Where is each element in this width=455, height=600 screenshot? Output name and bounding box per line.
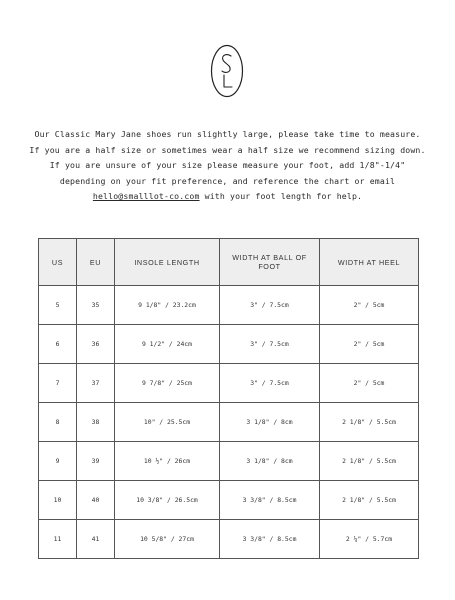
intro-line-2: If you are a half size or sometimes wear a half size we recommend sizing down. xyxy=(29,144,426,155)
cell-eu: 35 xyxy=(77,286,115,325)
cell-heel: 2" / 5cm xyxy=(320,325,419,364)
cell-heel: 2 1/8" / 5.5cm xyxy=(320,442,419,481)
table-row xyxy=(39,442,419,481)
intro-line-4: depending on your fit preference, and reference the chart or email xyxy=(59,175,396,186)
cell-ball: 3 1/8" / 8cm xyxy=(220,403,320,442)
cell-ball: 3" / 7.5cm xyxy=(220,325,320,364)
cell-heel: 2" / 5cm xyxy=(320,364,419,403)
cell-ball: 3" / 7.5cm xyxy=(220,286,320,325)
size-chart-table xyxy=(38,238,419,559)
cell-insole: 10 ½" / 26cm xyxy=(115,442,220,481)
logo-svg xyxy=(210,44,244,98)
header-width-ball: WIDTH AT BALL OF FOOT xyxy=(220,239,320,286)
cell-ball: 3" / 7.5cm xyxy=(220,364,320,403)
table-row xyxy=(39,520,419,559)
cell-insole: 10 3/8" / 26.5cm xyxy=(115,481,220,520)
cell-insole: 10" / 25.5cm xyxy=(115,403,220,442)
header-eu: EU xyxy=(77,239,115,286)
cell-us: 10 xyxy=(39,481,77,520)
header-us: US xyxy=(39,239,77,286)
intro-line-5 xyxy=(20,189,435,205)
cell-eu: 39 xyxy=(77,442,115,481)
sizing-intro xyxy=(20,127,435,205)
cell-eu: 38 xyxy=(77,403,115,442)
cell-eu: 41 xyxy=(77,520,115,559)
table-header-row xyxy=(39,239,419,286)
cell-eu: 36 xyxy=(77,325,115,364)
cell-eu: 37 xyxy=(77,364,115,403)
sl-monogram-oval-icon xyxy=(210,44,244,98)
cell-us: 5 xyxy=(39,286,77,325)
intro-line-3: If you are unsure of your size please measure your foot, add 1/8"-1/4" xyxy=(49,160,406,170)
cell-insole: 9 1/2" / 24cm xyxy=(115,325,220,364)
table-row xyxy=(39,286,419,325)
header-width-heel: WIDTH AT HEEL xyxy=(320,239,419,286)
cell-ball: 3 3/8" / 8.5cm xyxy=(220,481,320,520)
table-row xyxy=(39,403,419,442)
cell-heel: 2 1/8" / 5.5cm xyxy=(320,403,419,442)
table-row xyxy=(39,481,419,520)
cell-insole: 10 5/8" / 27cm xyxy=(115,520,220,559)
email-link[interactable]: hello@smalllot-co.com xyxy=(92,191,200,201)
cell-ball: 3 3/8" / 8.5cm xyxy=(220,520,320,559)
cell-eu: 40 xyxy=(77,481,115,520)
cell-us: 11 xyxy=(39,520,77,559)
table-row xyxy=(39,364,419,403)
header-insole-length: INSOLE LENGTH xyxy=(115,239,220,286)
cell-heel: 2 ¼" / 5.7cm xyxy=(320,520,419,559)
cell-us: 9 xyxy=(39,442,77,481)
intro-line-1: Our Classic Mary Jane shoes run slightly large, please take time to measure. xyxy=(34,129,421,139)
cell-ball: 3 1/8" / 8cm xyxy=(220,442,320,481)
cell-us: 8 xyxy=(39,403,77,442)
cell-heel: 2 1/8" / 5.5cm xyxy=(320,481,419,520)
cell-us: 6 xyxy=(39,325,77,364)
intro-line-5-suffix: with your foot length for help. xyxy=(199,191,363,201)
cell-us: 7 xyxy=(39,364,77,403)
cell-heel: 2" / 5cm xyxy=(320,286,419,325)
table-row xyxy=(39,325,419,364)
cell-insole: 9 1/8" / 23.2cm xyxy=(115,286,220,325)
cell-insole: 9 7/8" / 25cm xyxy=(115,364,220,403)
